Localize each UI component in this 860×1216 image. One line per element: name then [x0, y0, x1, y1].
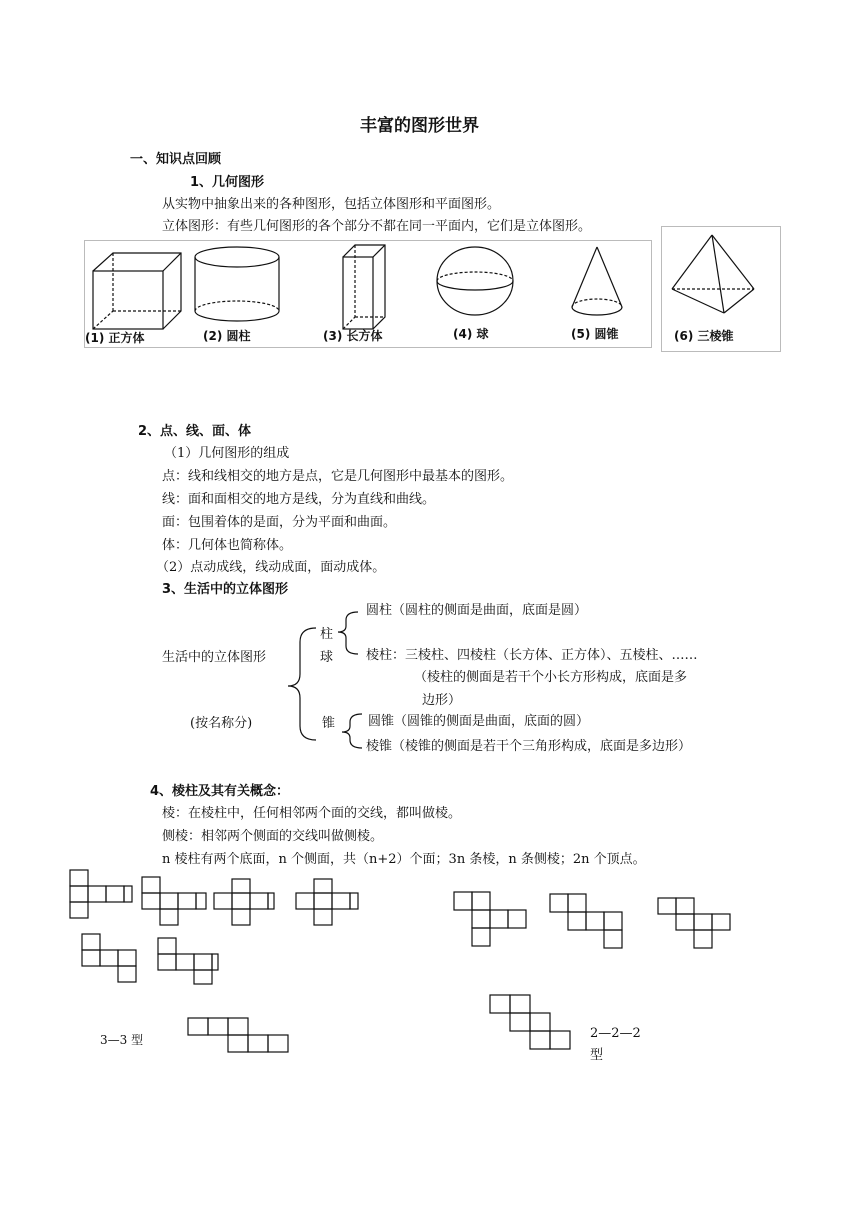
cube-net-8 [550, 894, 622, 948]
leaf-prism: 棱柱：三棱柱、四棱柱（长方体、正方体）、五棱柱、…… [366, 648, 698, 663]
cube-net-2-2-2 [490, 995, 570, 1049]
item-prism-counts: n 棱柱有两个底面，n 个侧面，共（n+2）个面；3n 条棱，n 条侧棱；2n 个顶点。 [162, 852, 646, 867]
tree-root-note: (按名称分) [190, 716, 253, 731]
cylinder-icon [195, 247, 279, 321]
tree-root-label: 生活中的立体图形 [162, 650, 267, 665]
leaf-prism-note-2: 边形） [422, 693, 462, 708]
cube-net-4 [296, 879, 358, 925]
net-label-3-3: 3—3 型 [100, 1033, 144, 1047]
item-lateral-edge: 侧棱：相邻两个侧面的交线叫做侧棱。 [162, 829, 384, 844]
section-heading-review: 一、知识点回顾 [130, 152, 222, 167]
leaf-cone: 圆锥（圆锥的侧面是曲面，底面的圆） [368, 714, 590, 729]
caption-cylinder: (2) 圆柱 [203, 329, 251, 343]
cube-net-6 [158, 938, 218, 984]
cube-net-3-3 [188, 1018, 288, 1052]
paragraph-solid-figures: 立体图形：有些几何图形的各个部分不都在同一平面内，它们是立体图形。 [162, 219, 592, 234]
cube-net-5 [82, 934, 136, 982]
cube-icon [93, 253, 181, 329]
cube-net-1 [70, 870, 132, 918]
pillar-brace [338, 612, 358, 654]
pyramid-figure-box [661, 226, 781, 352]
main-brace [288, 628, 316, 740]
caption-cuboid: (3) 长方体 [323, 329, 383, 343]
item-point: 点：线和线相交的地方是点，它是几何图形中最基本的图形。 [162, 469, 514, 484]
cone-brace [342, 714, 362, 748]
caption-triangular-pyramid: (6) 三棱锥 [674, 329, 734, 343]
caption-cube: (1) 正方体 [85, 331, 145, 345]
item-solid: 体：几何体也简称体。 [162, 538, 293, 553]
leaf-cylinder: 圆柱（圆柱的侧面是曲面，底面是圆） [366, 603, 588, 618]
net-label-2-2-2-line2: 型 [590, 1048, 604, 1063]
item-plane: 面：包围着体的是面，分为平面和曲面。 [162, 515, 397, 530]
cuboid-icon [343, 245, 385, 329]
section-heading-prism-concepts: 4、棱柱及其有关概念： [150, 784, 290, 799]
sphere-icon [437, 247, 513, 315]
cube-net-3 [214, 879, 274, 925]
cube-net-9 [658, 898, 730, 948]
solid-figures-strip [84, 240, 652, 348]
paragraph-definition: 从实物中抽象出来的各种图形，包括立体图形和平面图形。 [162, 197, 501, 212]
caption-cone: (5) 圆锥 [571, 327, 619, 341]
item-motion: （2）点动成线，线动成面，面动成体。 [156, 560, 386, 575]
cone-icon [572, 247, 622, 315]
caption-sphere: (4) 球 [453, 327, 489, 341]
branch-pillar-bottom: 球 [320, 650, 334, 665]
item-edge: 棱：在棱柱中，任何相邻两个面的交线，都叫做棱。 [162, 806, 462, 821]
section-heading-point-line-plane: 2、点、线、面、体 [138, 424, 252, 439]
item-line: 线：面和面相交的地方是线，分为直线和曲线。 [162, 492, 436, 507]
cube-net-7 [454, 892, 526, 946]
net-label-2-2-2-line1: 2—2—2 [590, 1026, 641, 1041]
cube-net-2 [142, 877, 206, 925]
branch-cone: 锥 [322, 716, 336, 731]
page-title: 丰富的图形世界 [360, 116, 479, 136]
leaf-pyramid: 棱锥（棱锥的侧面是若干个三角形构成，底面是多边形） [366, 739, 692, 754]
branch-pillar-top: 柱 [320, 627, 334, 642]
subheading-geometric-figures: 1、几何图形 [190, 175, 265, 190]
leaf-prism-note-1: （棱柱的侧面是若干个小长方形构成，底面是多 [414, 670, 688, 685]
subheading-composition: （1）几何图形的组成 [164, 446, 290, 461]
section-heading-solids-in-life: 3、生活中的立体图形 [162, 582, 289, 597]
